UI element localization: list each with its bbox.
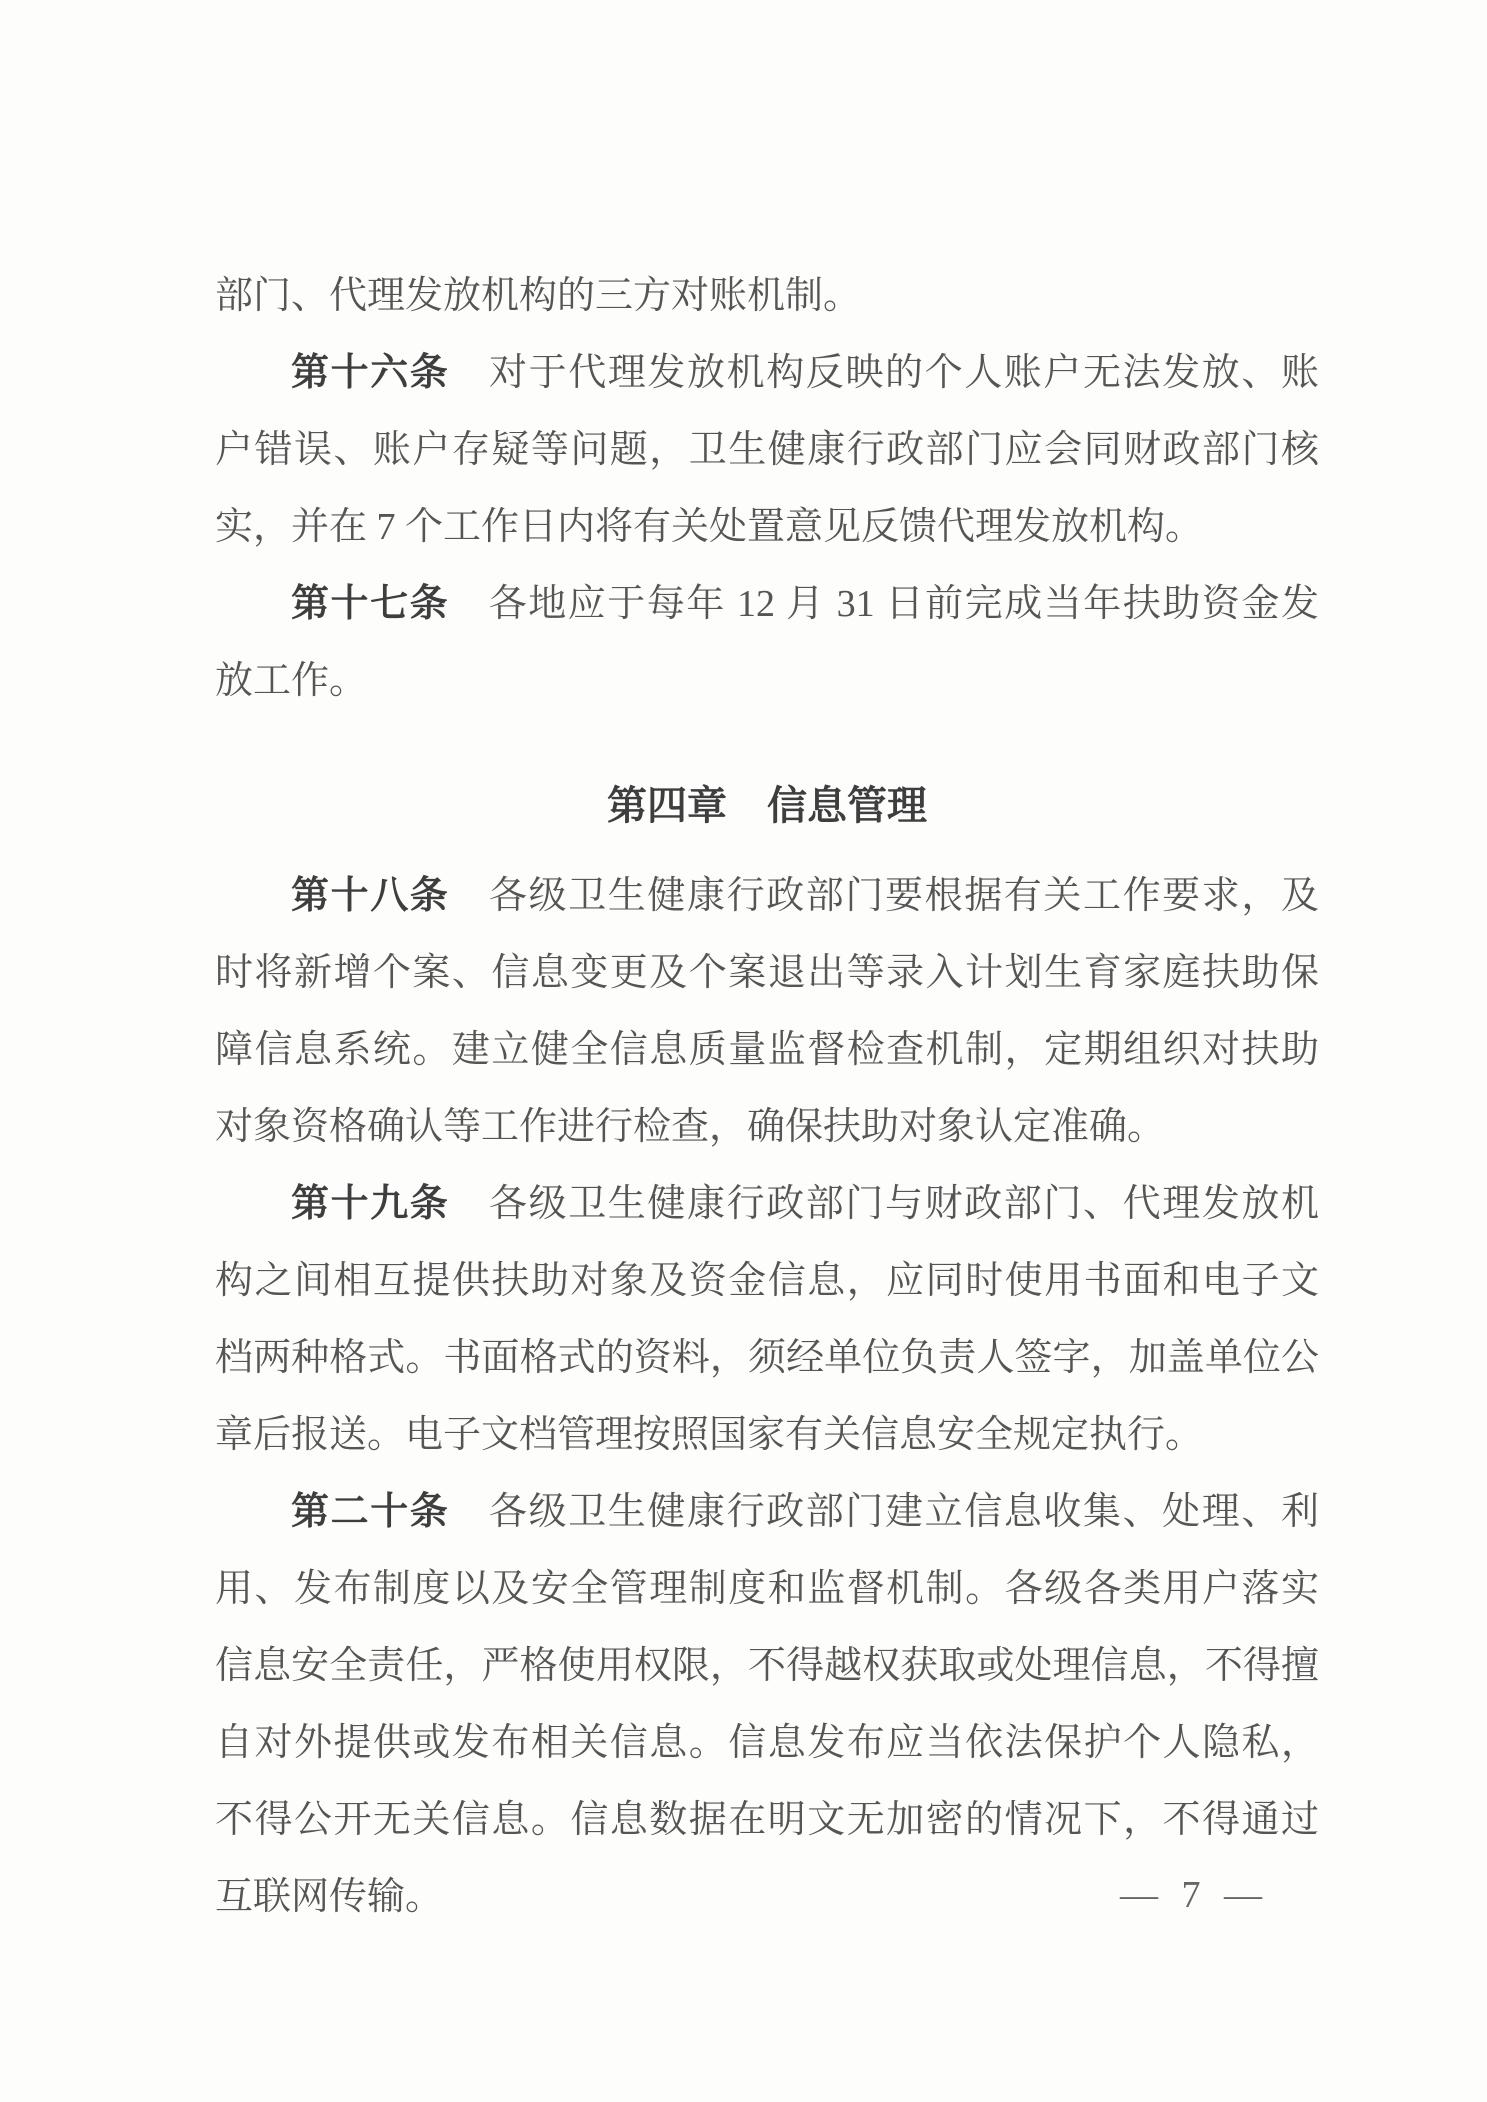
text-line [215,1551,1319,1628]
text-line-content: 对于代理发放机构反映的个人账户无法发放、账 [449,352,1319,394]
text-line [215,566,1319,643]
article-number: 第十七条 [291,583,450,625]
text-line-content: 障信息系统。建立健全信息质量监督检查机制，定期组织对扶助 [215,1029,1319,1071]
text-line [215,935,1319,1012]
text-line [215,1705,1319,1782]
text-line-content: 部门、代理发放机构的三方对账机制。 [215,275,862,317]
text-line-content: 信息安全责任，严格使用权限，不得越权获取或处理信息，不得擅 [215,1645,1319,1687]
text-line-content: 档两种格式。书面格式的资料，须经单位负责人签字，加盖单位公 [215,1337,1319,1379]
text-line [215,643,1319,720]
article-number: 第十六条 [291,352,450,394]
text-line-content: 实，并在 7 个工作日内将有关处置意见反馈代理发放机构。 [215,506,1204,548]
text-line [215,1628,1319,1705]
text-line [215,258,1319,335]
text-line [215,1474,1319,1551]
text-line-content: 对象资格确认等工作进行检查，确保扶助对象认定准确。 [215,1106,1166,1148]
text-line [215,1782,1319,1859]
page-number: — 7 — [1120,1874,1262,1916]
text-line [215,1320,1319,1397]
text-line [215,489,1319,566]
text-line [215,1089,1319,1166]
text-line-content: 用、发布制度以及安全管理制度和监督机制。各级各类用户落实 [215,1568,1319,1610]
article-number: 第十八条 [291,875,450,917]
text-line-content: 各级卫生健康行政部门与财政部门、代理发放机 [449,1183,1319,1225]
text-line-content: 不得公开无关信息。信息数据在明文无加密的情况下，不得通过 [215,1799,1319,1841]
text-line-content: 互联网传输。 [215,1876,444,1918]
text-line-content: 各地应于每年 12 月 31 日前完成当年扶助资金发 [449,583,1319,625]
text-line-content: 各级卫生健康行政部门要根据有关工作要求，及 [449,875,1319,917]
text-line [215,1012,1319,1089]
text-line-content: 户错误、账户存疑等问题，卫生健康行政部门应会同财政部门核 [215,429,1319,471]
text-line-content: 放工作。 [215,660,368,702]
text-line-content: 自对外提供或发布相关信息。信息发布应当依法保护个人隐私， [215,1722,1319,1764]
chapter-heading [215,768,1319,845]
text-line-content: 各级卫生健康行政部门建立信息收集、处理、利 [449,1491,1319,1533]
article-number: 第二十条 [291,1491,450,1533]
text-line-content: 时将新增个案、信息变更及个案退出等录入计划生育家庭扶助保 [215,952,1319,994]
chapter-title: 信息管理 [767,784,927,828]
text-line [215,1397,1319,1474]
text-line-content: 章后报送。电子文档管理按照国家有关信息安全规定执行。 [215,1414,1204,1456]
text-line [215,1243,1319,1320]
text-line [215,858,1319,935]
text-line-content: 构之间相互提供扶助对象及资金信息，应同时使用书面和电子文 [215,1260,1319,1302]
text-line [215,412,1319,489]
text-line [215,335,1319,412]
article-number: 第十九条 [291,1183,450,1225]
text-line [215,1166,1319,1243]
document-text-block [215,258,1319,1936]
chapter-number: 第四章 [607,784,727,828]
